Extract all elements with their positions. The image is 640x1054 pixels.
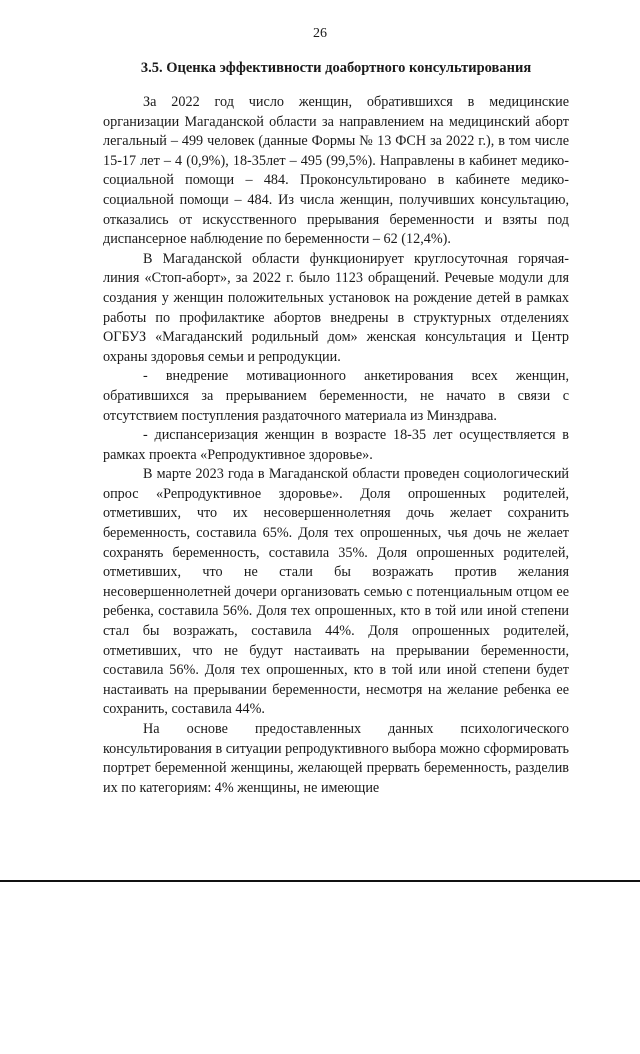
paragraph-sociological-survey: В марте 2023 года в Магаданской области проведен социологический опрос «Репродуктивное здоровье». Доля опрошенных родителей, отметивших, что их несовершеннолетняя дочь желает сохранить беременность, составила 65%. Доля тех опрошенных, чья дочь не желает сохранять беременность, составила 35%. Доля опрошенных родителей, отметивших, что не стали бы возражать против желания несовершеннолетней дочери организовать семью с потенциальным отцом ее ребенка, составила 56%. Доля тех опрошенных, кто в той или иной степени стал бы возражать, составила 44%. Доля опрошенных родителей, отметивших, что не будут настаивать на прерывании беременности, составила 56%. Доля тех опрошенных, кто в той или иной степени будет настаивать на прерывании беременности, несмотря на желание ребенка ее сохранить, составила 44%.	[103, 466, 569, 718]
paragraph-psychological-portrait: На основе предоставленных данных психологического консультирования в ситуации репродуктивного выбора можно сформировать портрет беременной женщины, желающей прервать беременность, разделив их по категориям: 4% женщины, не имеющие	[103, 721, 569, 796]
section-title: 3.5. Оценка эффективности доабортного консультирования	[140, 60, 532, 76]
paragraph-dispensary: - диспансеризация женщин в возрасте 18-35 лет осуществляется в рамках проекта «Репродуктивное здоровье».	[103, 427, 569, 463]
paragraph-abortion-statistics: За 2022 год число женщин, обратившихся в медицинские организации Магаданской области за направлением на медицинский аборт легальный – 499 человек (данные Формы № 13 ФСН за 2022 г.), в том числе 15-17 лет – 4 (0,9%), 18-35лет – 495 (99,5%). Направлены в кабинет медико-социальной помощи – 484. Проконсультировано в кабинете медико-социальной помощи – 484. Из числа женщин, получивших консультацию, отказались от искусственного прерывания беременности и взяты под диспансерное наблюдение по беременности – 62 (12,4%).	[103, 94, 569, 248]
paragraph-hotline: В Магаданской области функционирует круглосуточная горячая-линия «Стоп-аборт», за 2022 г. было 1123 обращений. Речевые модули для создания у женщин положительных установок на рождение детей в рамках работы по профилактике абортов внедрены в структурных отделениях ОГБУЗ «Магаданский родильный дом» женская консультация и Центр охраны здоровья семьи и репродукции.	[103, 250, 569, 365]
paragraph-motivational-survey: - внедрение мотивационного анкетирования всех женщин, обратившихся за прерыванием беременности, не начато в связи с отсутствием поступления раздаточного материала из Минздрава.	[103, 368, 569, 424]
page-bottom-rule	[0, 880, 640, 882]
page-number: 26	[313, 26, 327, 41]
body-text	[103, 93, 569, 798]
